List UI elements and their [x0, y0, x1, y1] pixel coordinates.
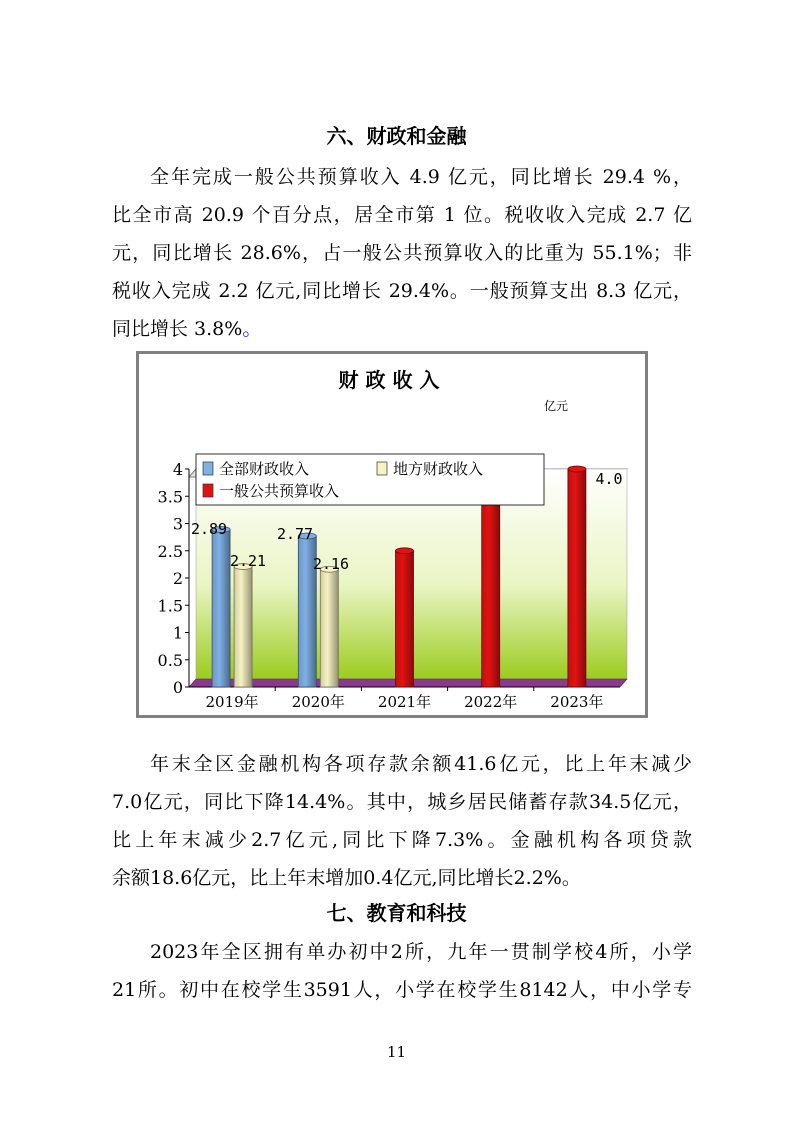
text-line: 税收入完成 2.2 亿元,同比增长 29.4%。一般预算支出 8.3 亿元， [112, 280, 692, 302]
y-tick-label: 2.5 [157, 541, 183, 561]
bar-cap [568, 466, 586, 472]
bar-地方财政收入-2019年 [234, 567, 252, 687]
finance-paragraph [112, 158, 692, 348]
bar-一般公共预算收入-2023年 [568, 469, 586, 687]
x-tick-label: 2019年 [205, 693, 259, 711]
data-label: 2.77 [276, 525, 314, 543]
legend-swatch [203, 462, 213, 475]
chart-title: 财 政 收 入 [338, 368, 440, 392]
text-line-content: 同比增长 3.8% [112, 318, 243, 340]
paragraph-end-mark: 。 [242, 318, 262, 340]
legend-label: 一般公共预算收入 [219, 482, 340, 500]
y-tick-label: 1 [172, 623, 183, 643]
legend-swatch [377, 462, 387, 475]
education-paragraph [112, 933, 692, 1009]
x-tick-label: 2020年 [291, 693, 345, 711]
section-heading-education: 七、教育和科技 [326, 901, 467, 925]
legend-label: 全部财政收入 [219, 460, 310, 478]
text-line: 年末全区金融机构各项存款余额41.6亿元，比上年末减少 [150, 753, 692, 775]
y-tick-label: 3.5 [157, 487, 183, 507]
text-line: 比上年末减少2.7亿元,同比下降7.3%。金融机构各项贷款 [112, 829, 692, 851]
y-tick-label: 2 [172, 569, 183, 588]
text-line: 2023年全区拥有单办初中2所，九年一贯制学校4所，小学 [150, 941, 692, 963]
text-line [112, 310, 692, 348]
text-line: 21所。初中在校学生3591人，小学在校学生8142人，中小学专 [112, 979, 692, 1001]
y-tick-label: 3 [172, 514, 183, 534]
x-tick-label: 2021年 [377, 693, 432, 711]
data-label: 2.16 [312, 555, 350, 573]
legend-swatch [203, 484, 213, 497]
text-line: 比全市高 20.9 个百分点，居全市第 1 位。税收收入完成 2.7 亿 [112, 204, 692, 226]
y-tick-label: 0.5 [157, 650, 183, 670]
chart-svg [139, 354, 645, 715]
y-tick-label: 1.5 [157, 596, 183, 616]
page-number: 11 [386, 1043, 407, 1061]
data-label: 4.0 [595, 470, 623, 488]
y-tick-label: 4 [172, 460, 183, 479]
chart-unit-label: 亿元 [544, 399, 569, 413]
fiscal-revenue-chart [136, 351, 648, 718]
text-line: 元，同比增长 28.6%，占一般公共预算收入的比重为 55.1%；非 [112, 242, 692, 264]
finance-deposit-paragraph [112, 745, 692, 897]
text-line: 全年完成一般公共预算收入 4.9 亿元，同比增长 29.4 %， [150, 166, 692, 188]
data-label: 2.21 [229, 552, 267, 570]
x-tick-label: 2022年 [464, 693, 518, 711]
bar-cap [396, 548, 414, 554]
bar-全部财政收入-2019年 [212, 529, 230, 687]
text-line: 7.0亿元，同比下降14.4%。其中，城乡居民储蓄存款34.5亿元， [112, 791, 692, 813]
bar-一般公共预算收入-2022年 [482, 480, 500, 687]
bar-一般公共预算收入-2021年 [396, 551, 414, 687]
data-label: 2.89 [190, 520, 228, 538]
bar-地方财政收入-2020年 [320, 569, 338, 687]
section-heading-finance: 六、财政和金融 [326, 124, 467, 148]
y-tick-label: 0 [172, 678, 183, 697]
x-tick-label: 2023年 [550, 693, 604, 711]
text-line: 余额18.6亿元，比上年末增加0.4亿元,同比增长2.2%。 [112, 867, 581, 889]
legend-label: 地方财政收入 [393, 460, 484, 478]
